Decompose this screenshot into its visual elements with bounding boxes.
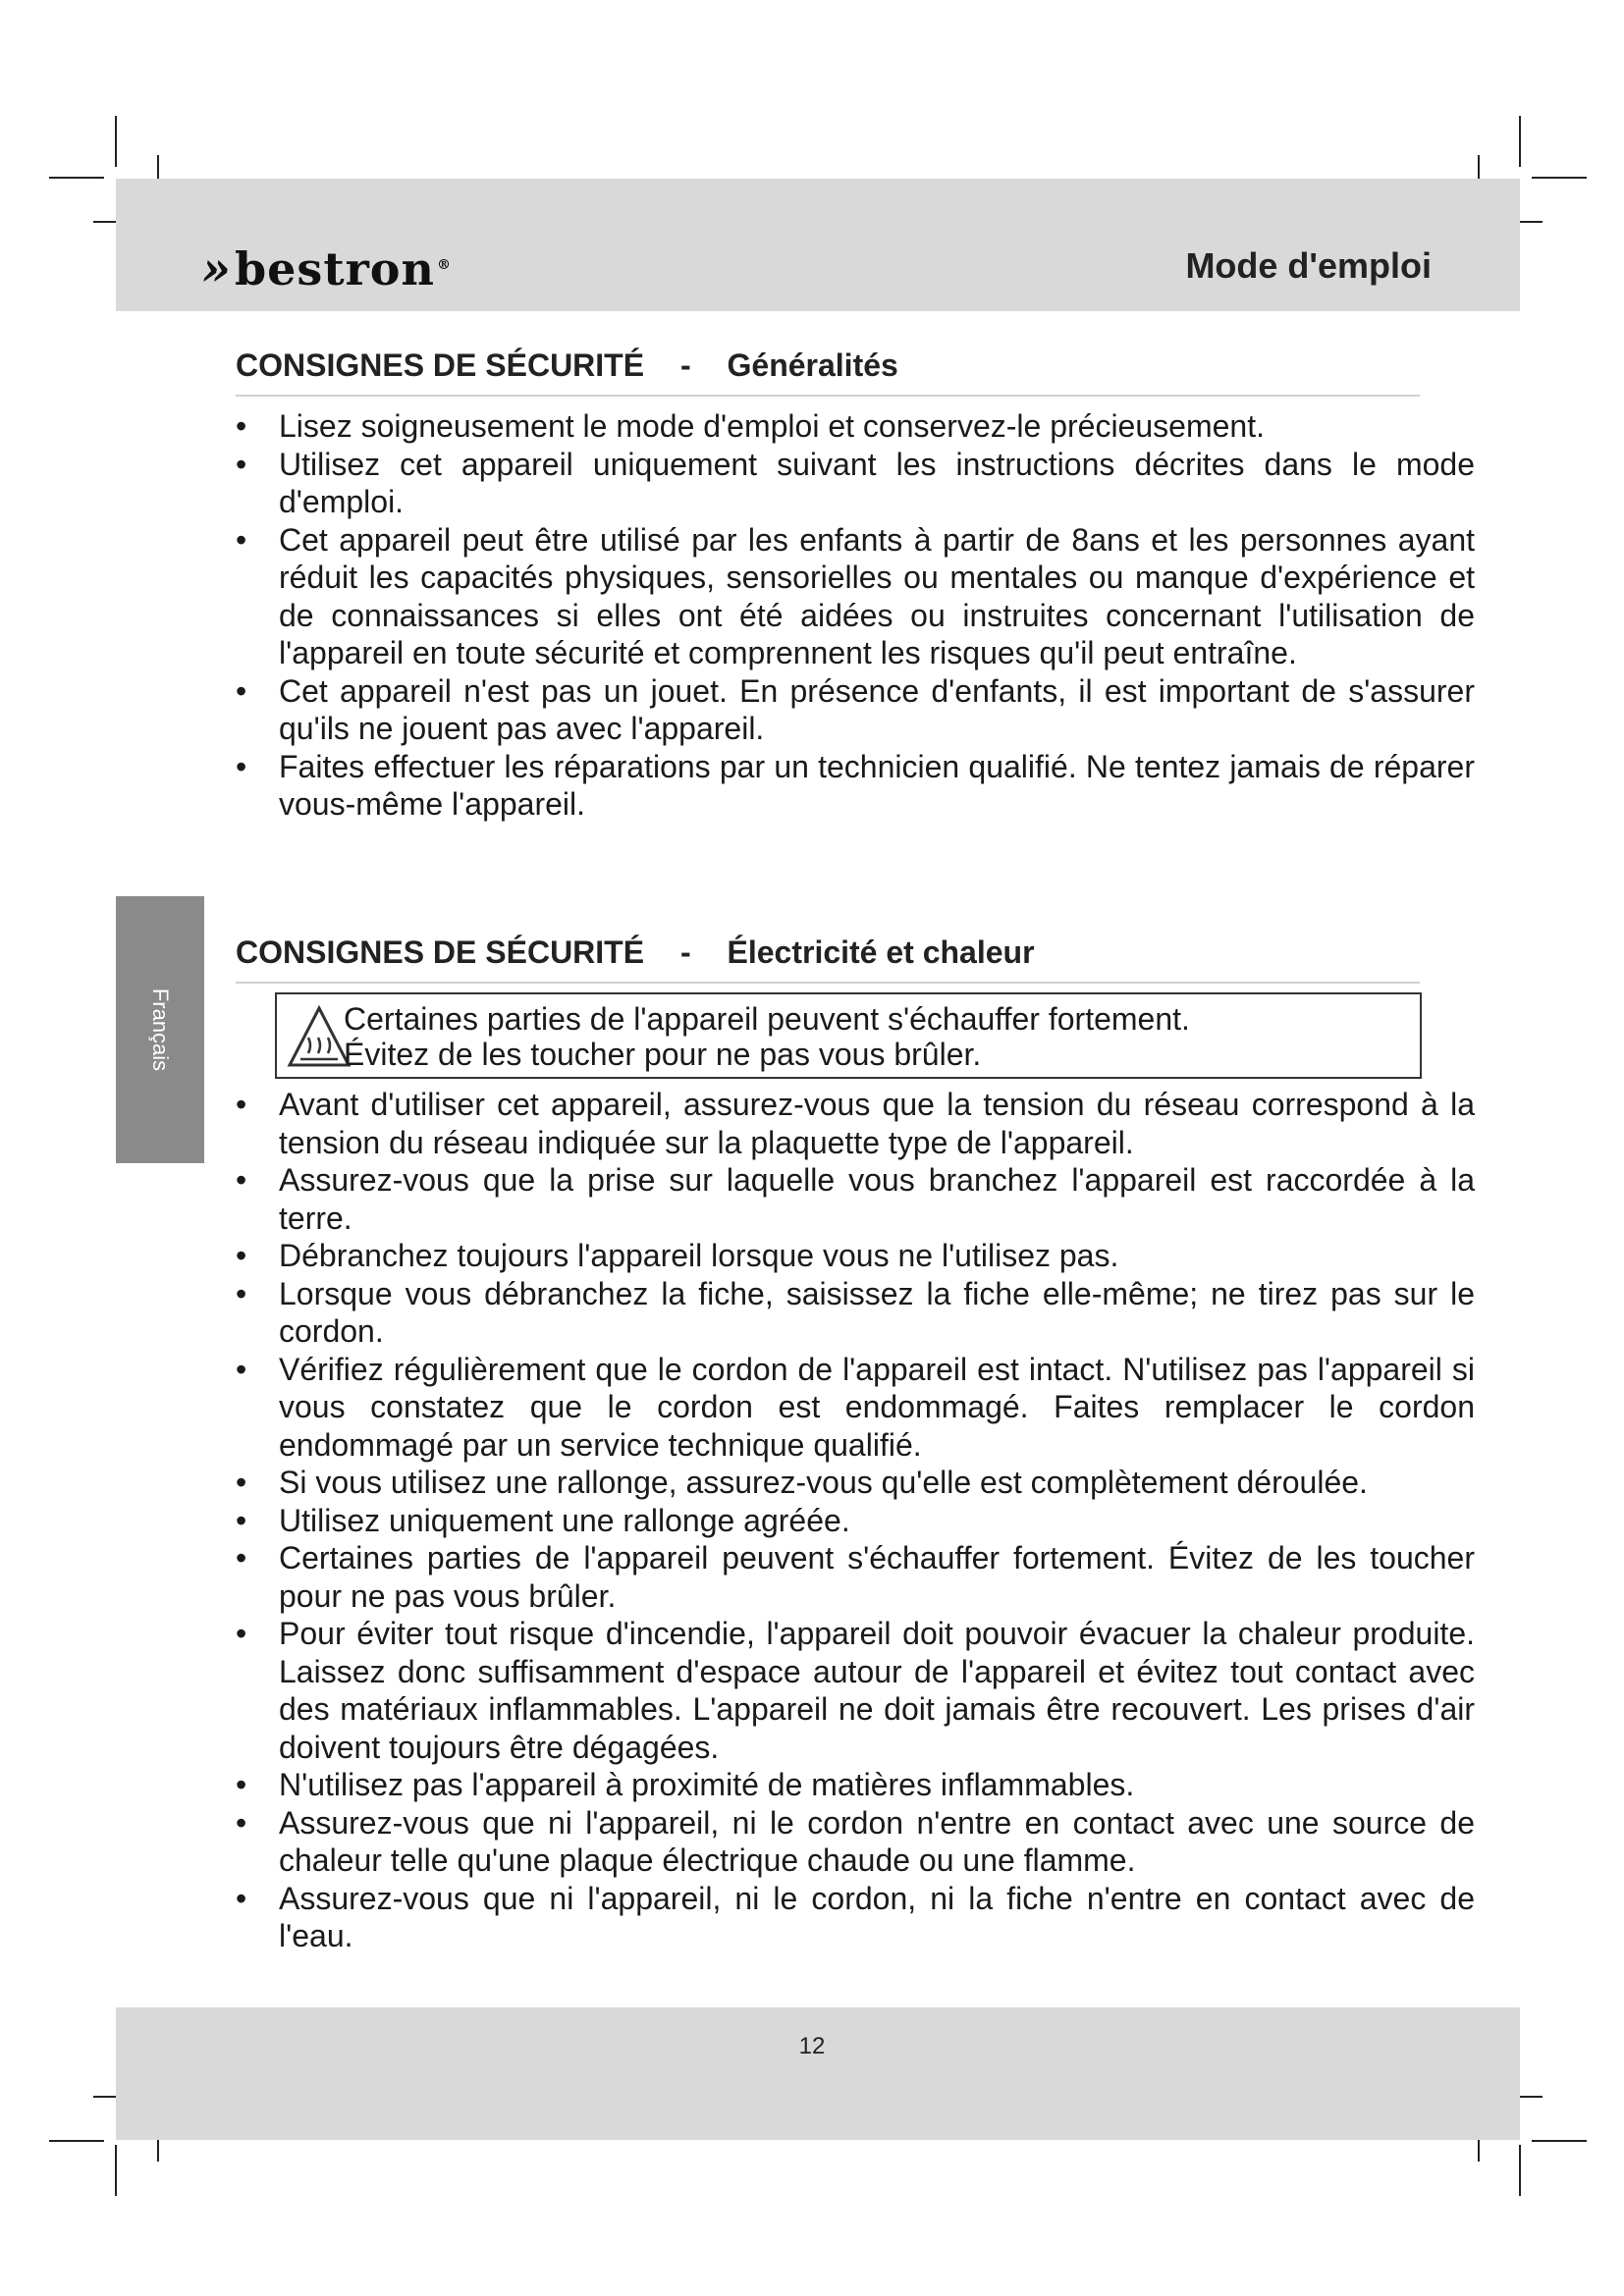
electricity-safety-list (236, 1086, 1475, 1955)
section-subtitle: Électricité et chaleur (727, 934, 1035, 970)
crop-mark (1532, 2140, 1587, 2142)
list-item: • Assurez-vous que la prise sur laquelle vous branchez l'appareil est raccordée à la terre. (236, 1161, 1475, 1237)
hot-surface-warning-box (275, 992, 1422, 1079)
crop-mark (115, 116, 117, 167)
section-separator: - (679, 347, 691, 383)
hot-surface-warning-icon (287, 1004, 352, 1069)
list-item: • Assurez-vous que ni l'appareil, ni le cordon n'entre en contact avec une source de chaleur telle qu'une plaque électrique chaude ou une flamme. (236, 1804, 1475, 1880)
registered-mark: ® (436, 256, 452, 273)
crop-mark (1519, 2145, 1521, 2196)
crop-mark (49, 2140, 104, 2142)
warning-line-2: Évitez de les toucher pour ne pas vous brûler. (344, 1037, 982, 1072)
list-item: • Assurez-vous que ni l'appareil, ni le cordon, ni la fiche n'entre en contact avec de l'eau. (236, 1880, 1475, 1955)
list-item: • Cet appareil n'est pas un jouet. En présence d'enfants, il est important de s'assurer qu'ils ne jouent pas avec l'appareil. (236, 672, 1475, 748)
brand-logo (201, 241, 452, 296)
general-safety-list (236, 407, 1475, 824)
list-item: • Faites effectuer les réparations par un technicien qualifié. Ne tentez jamais de réparer vous-même l'appareil. (236, 748, 1475, 824)
section-subtitle: Généralités (727, 347, 898, 383)
crop-mark (49, 177, 104, 179)
crop-mark (115, 2145, 117, 2196)
section-separator: - (679, 934, 691, 970)
section-rule (236, 982, 1420, 984)
footer-band (116, 2007, 1520, 2140)
list-item: • Lorsque vous débranchez la fiche, saisissez la fiche elle-même; ne tirez pas sur le cordon. (236, 1275, 1475, 1351)
section-heading-general (236, 347, 898, 384)
section-title: CONSIGNES DE SÉCURITÉ (236, 347, 645, 383)
language-tab-label: Français (148, 988, 173, 1072)
list-item: • Lisez soigneusement le mode d'emploi et conservez-le précieusement. (236, 407, 1475, 446)
document-title: Mode d'emploi (1185, 245, 1432, 286)
list-item: • Vérifiez régulièrement que le cordon de l'appareil est intact. N'utilisez pas l'appareil si vous constatez que le cordon est endommagé. Faites remplacer le cordon endommagé par un service technique qualifié. (236, 1351, 1475, 1465)
warning-line-1: Certaines parties de l'appareil peuvent s'échauffer fortement. (344, 1001, 1190, 1037)
list-item: • Utilisez cet appareil uniquement suivant les instructions décrites dans le mode d'emploi. (236, 446, 1475, 521)
brand-name: bestron ® (235, 242, 452, 295)
list-item: • Avant d'utiliser cet appareil, assurez-vous que la tension du réseau correspond à la tension du réseau indiquée sur la plaquette type de l'appareil. (236, 1086, 1475, 1161)
list-item: • Utilisez uniquement une rallonge agréée. (236, 1502, 1475, 1540)
crop-mark (1532, 177, 1587, 179)
section-title: CONSIGNES DE SÉCURITÉ (236, 934, 645, 970)
list-item: • Pour éviter tout risque d'incendie, l'appareil doit pouvoir évacuer la chaleur produite. Laissez donc suffisamment d'espace autour de l'appareil et évitez tout contact avec des matériaux inflammables. L'appareil ne doit jamais être recouvert. Les prises d'air doivent toujours être dégagées. (236, 1615, 1475, 1766)
list-item: • N'utilisez pas l'appareil à proximité de matières inflammables. (236, 1766, 1475, 1804)
list-item: • Certaines parties de l'appareil peuvent s'échauffer fortement. Évitez de les toucher pour ne pas vous brûler. (236, 1539, 1475, 1615)
list-item: • Cet appareil peut être utilisé par les enfants à partir de 8ans et les personnes ayant réduit les capacités physiques, sensorielles ou mentales ou manque d'expérience et de connaissances si elles ont été aidées ou instruites concernant l'utilisation de l'appareil en toute sécurité et comprennent les risques qu'il peut entraîne. (236, 521, 1475, 672)
section-heading-electricity (236, 934, 1035, 971)
page-number: 12 (798, 2033, 826, 2059)
list-item: • Si vous utilisez une rallonge, assurez-vous qu'elle est complètement déroulée. (236, 1464, 1475, 1502)
crop-mark (1519, 116, 1521, 167)
list-item: • Débranchez toujours l'appareil lorsque vous ne l'utilisez pas. (236, 1237, 1475, 1275)
section-rule (236, 395, 1420, 397)
brand-chevrons: » (201, 241, 221, 296)
